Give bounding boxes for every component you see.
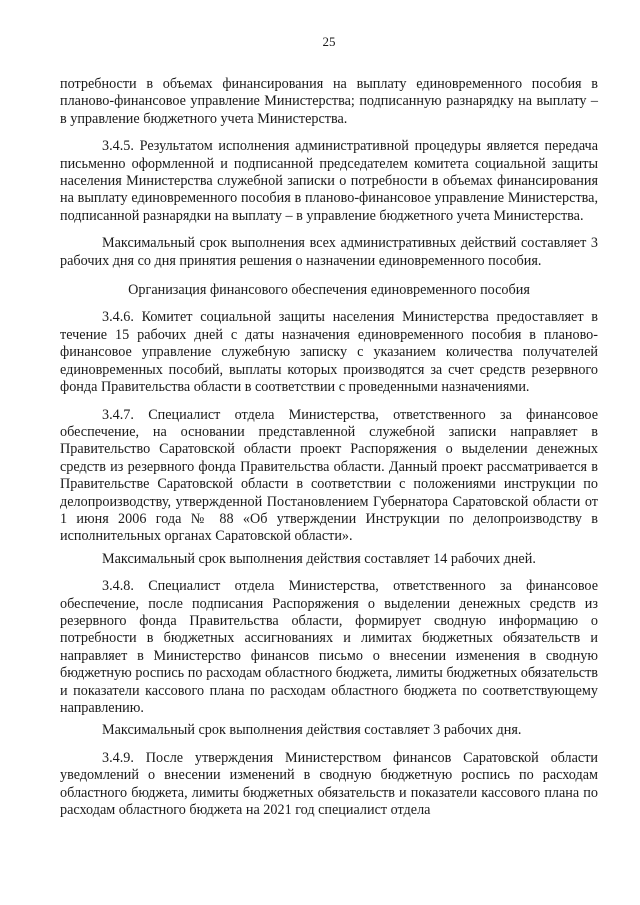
- paragraph-3-4-5: 3.4.5. Результатом исполнения административной процедуры является передача письменно оформленной и подписанной председателем комитета социальной защиты населения Министерства служебной записки о потребности в объемах финансирования на выплату единовременного пособия в планово-финансовое управление Министерства, подписанной разнарядки на выплату – в управление бюджетного учета Министерства.: [60, 138, 598, 224]
- paragraph-3-4-8: 3.4.8. Специалист отдела Министерства, ответственного за финансовое обеспечение, после подписания Распоряжения о выделении денежных средств из резервного фонда Правительства области, формирует сводную информацию о потребности в бюджетных ассигнованиях и лимитах бюджетных обязательств и направляет в Министерство финансов письмо о внесении изменения в сводную бюджетную роспись по расходам областного бюджета, лимиты бюджетных обязательств и показатели кассового плана по расходам областного бюджета по соответствующему направлению.: [60, 578, 598, 716]
- paragraph-3-4-6: 3.4.6. Комитет социальной защиты населения Министерства предоставляет в течение 15 рабочих дней с даты назначения единовременного пособия в планово-финансовое управление служебную записку с указанием количества получателей единовременных пособий, выплаты которых производятся за счет средств резервного фонда Правительства области в соответствии с проведенными назначениями.: [60, 309, 598, 396]
- paragraph-max-term-14: Максимальный срок выполнения действия составляет 14 рабочих дней.: [102, 550, 536, 567]
- paragraph-3-4-7: 3.4.7. Специалист отдела Министерства, ответственного за финансовое обеспечение, на основании представленной служебной записки направляет в Правительство Саратовской области проект Распоряжения о выделении денежных средств из резервного фонда Правительства области. Данный проект рассматривается в Правительстве Саратовской области в соответствии с положениями инструкции по делопроизводству, утвержденной Постановлением Губернатора Саратовской области от 1 июня 2006 года № 88 «Об утверждении Инструкции по делопроизводству в исполнительных органах Саратовской области».: [60, 406, 598, 545]
- paragraph-max-term-admin: Максимальный срок выполнения всех административных действий составляет 3 рабочих дня со дня принятия решения о назначении единовременного пособия.: [60, 235, 598, 269]
- page-number: 25: [322, 34, 336, 49]
- paragraph-continuation: потребности в объемах финансирования на выплату единовременного пособия в планово-финансовое управление Министерства; подписанную разнарядку на выплату – в управление бюджетного учета Министерства.: [60, 76, 598, 127]
- paragraph-3-4-9: 3.4.9. После утверждения Министерством финансов Саратовской области уведомлений о внесении изменений в сводную бюджетную роспись по расходам областного бюджета, лимиты бюджетных обязательств и показатели кассового плана по расходам областного бюджета на 2021 год специалист отдела: [60, 749, 598, 819]
- section-heading: Организация финансового обеспечения единовременного пособия: [128, 282, 530, 299]
- paragraph-max-term-3: Максимальный срок выполнения действия составляет 3 рабочих дня.: [102, 722, 522, 739]
